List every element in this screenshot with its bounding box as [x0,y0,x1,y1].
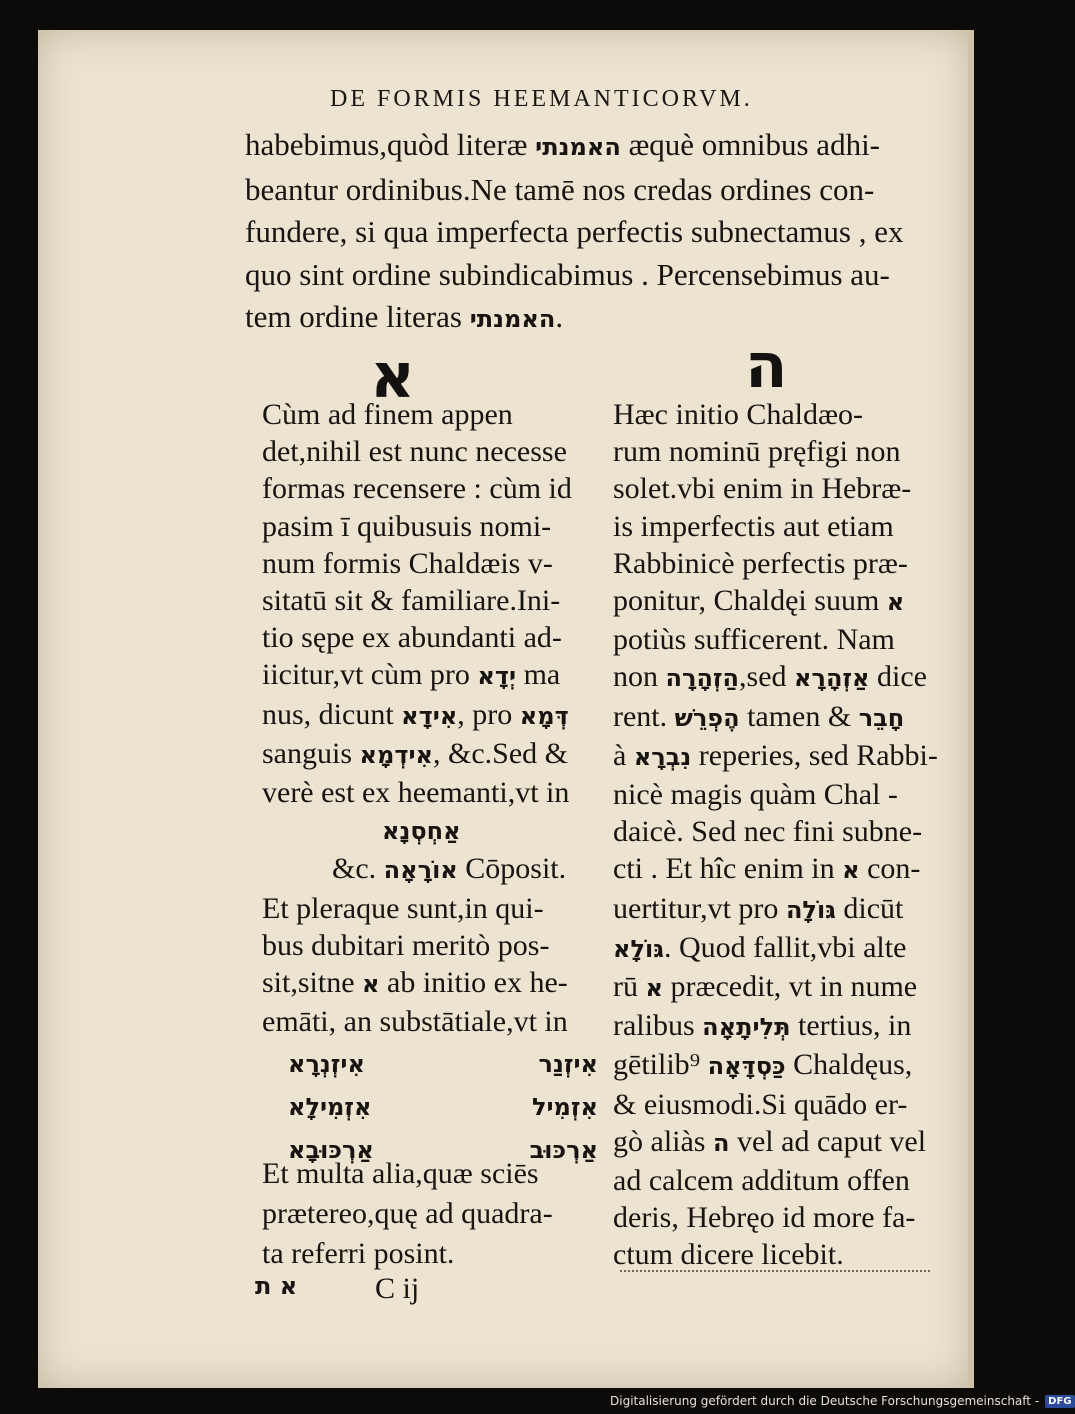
hebrew-word: א [362,970,380,999]
left-column-line [262,396,572,433]
latin-text: sit,sitne [262,966,363,1000]
latin-text: ad calcem additum offen [613,1164,910,1198]
latin-text: vel ad caput vel [729,1124,927,1158]
right-column-line [613,470,938,507]
dotted-rule [620,1270,930,1272]
latin-text: dice [869,660,927,694]
latin-text: cti . Et hîc enim in [613,852,843,886]
latin-text: bus dubitari meritò pos- [262,928,550,962]
hebrew-word: אוֹרָאָה [383,856,458,885]
right-column-line [613,1199,938,1236]
page-edge [968,30,974,1388]
hebrew-word: גּוֹלָא [613,934,664,963]
latin-text: tem ordine literas [245,299,470,334]
right-column-line [613,1007,938,1046]
catchword-hebrew: א ת [255,1272,298,1300]
latin-text: sanguis [262,736,360,770]
latin-text: num formis Chaldæis v- [262,546,553,580]
right-column-line [613,890,938,929]
left-column-line [262,964,572,1003]
hebrew-word: הֶפְרֵשׁ [674,703,740,732]
right-column-line [613,1162,938,1199]
right-column-line [613,776,938,813]
latin-text: Cùm ad finem appen [262,398,513,431]
right-column-line [613,582,938,621]
latin-text: gò aliàs [613,1124,713,1158]
hebrew-word: גּוֹלָה [785,895,836,924]
latin-text: uertitur,vt pro [613,891,786,925]
latin-text: ab initio ex he- [379,966,568,1000]
left-column-line [262,508,572,545]
right-column-line [613,1086,938,1123]
left-column-end [262,1154,553,1274]
hebrew-word: אִיזְנַר [538,1049,598,1078]
left-column-line [262,890,572,927]
intro-paragraph [245,124,945,341]
left-column-line [262,735,572,774]
latin-text: tamen & [739,699,859,733]
right-column-line [613,737,938,776]
latin-text: Cōposit. [457,852,567,886]
hebrew-word: אַרְכּוּב [529,1135,598,1164]
hebrew-word: אַזְהָרָא [794,664,870,693]
latin-text: Rabbinicè perfectis præ- [613,546,908,580]
right-column-line [613,929,938,968]
latin-text: potiùs sufficerent. Nam [613,623,895,657]
hebrew-word-table [288,1042,598,1171]
latin-text: rum nominū pręfigi non [613,435,901,469]
latin-text: non [613,660,666,694]
latin-text: sitatū sit & familiare.Ini- [262,584,561,618]
latin-text: dicūt [835,891,904,925]
latin-text: Chaldęus, [785,1048,913,1082]
hebrew-word: תְּלִיתָאָה [702,1013,791,1042]
left-column-line [262,470,572,507]
right-column-line [613,813,938,850]
right-column-line [613,698,938,737]
left-column-line [262,656,572,695]
latin-text: formas recensere : cùm id [262,472,572,506]
hebrew-word: אַחְסְנָא [382,817,461,846]
latin-text: habebimus,quòd literæ [245,127,536,162]
hebrew-word: נִבְרָא [633,742,692,771]
latin-text: . Quod fallit,vbi alte [663,930,907,964]
hebrew-word: א [645,974,663,1003]
latin-text: det,nihil est nunc necesse [262,435,567,469]
left-column-line [262,811,572,850]
left-column-line: Et multa alia,quæ sciēs [262,1157,539,1190]
latin-text: ,sed [739,660,795,694]
right-column-line [613,433,938,470]
right-column-line [613,850,938,889]
intro-line [245,296,945,341]
latin-text: nicè magis quàm Chal - [613,778,898,812]
latin-text: gētilib⁹ [613,1048,708,1082]
latin-text: , pro [457,697,520,731]
latin-text: nus, dicunt [262,697,402,731]
section-letter-aleph: א [370,339,416,412]
signature-mark: C ij [375,1272,420,1305]
latin-text: emāti, an substātiale,vt in [262,1005,568,1039]
left-column-line [262,433,572,470]
latin-text: ma [516,658,561,692]
latin-text: & eiusmodi.Si quādo er- [613,1087,908,1121]
left-column-line [262,774,572,811]
hebrew-word: אִידְמָא [359,740,433,769]
latin-text: . [555,299,564,334]
latin-text: reperies, sed Rabbi- [691,738,938,772]
left-column-line: ta referri posint. [262,1237,455,1270]
latin-text: beantur ordinibus.Ne tamē nos credas ordines con- [245,171,875,207]
right-column-line [613,1123,938,1162]
latin-text: , &c.Sed & [433,736,568,770]
right-column-line [613,1236,938,1273]
intro-line [245,169,945,212]
hebrew-word: א [842,856,860,885]
latin-text: iicitur,vt cùm pro [262,658,478,692]
left-column-line [262,850,572,889]
hebrew-word: א [886,588,905,617]
latin-text: deris, Hebręo id more fa- [613,1201,916,1235]
latin-text: solet.vbi enim in Hebræ- [613,472,912,506]
right-column-line [613,621,938,658]
section-letter-he: ה [745,329,788,402]
latin-text: præcedit, vt in nume [662,970,918,1004]
left-column [262,396,572,1040]
latin-text: con- [859,852,921,886]
right-column-line [613,968,938,1007]
latin-text: à [613,738,634,772]
right-column [613,396,938,1274]
dfg-logo: DFG [1045,1395,1074,1408]
latin-text: ponitur, Chaldęi suum [613,584,887,618]
right-column-line [613,396,938,433]
intro-line [245,211,945,254]
latin-text: quo sint ordine subindicabimus . Percensebimus au- [245,256,890,292]
left-column-line [262,582,572,619]
intro-line [245,124,945,169]
hebrew-word: אִיזְנְרָא [288,1049,365,1078]
digitization-footer [610,1392,1075,1410]
right-column-line [613,508,938,545]
hebrew-table-row [288,1085,598,1128]
latin-text: Et pleraque sunt,in qui- [262,891,544,925]
running-head: DE FORMIS HEEMANTICORVM. [330,86,753,112]
hebrew-word: יְדָא [477,662,517,691]
hebrew-word: ה [712,1128,730,1157]
latin-text: rū [613,970,646,1004]
latin-text: ctum dicere licebit. [613,1238,844,1272]
footer-text: Digitalisierung gefördert durch die Deutsche Forschungsgemeinschaft - [610,1394,1040,1408]
hebrew-word: חָבֵר [858,703,905,732]
right-column-line [613,545,938,582]
latin-text: rent. [613,699,675,733]
latin-text: fundere, si qua imperfecta perfectis subnectamus , ex [245,214,904,249]
left-column-line [262,696,572,735]
latin-text: is imperfectis aut etiam [613,509,894,543]
hebrew-word: כַּסְדָּאָה [707,1052,786,1081]
latin-text: Hæc initio Chaldæo- [613,398,863,431]
right-column-line [613,1046,938,1085]
left-column-line [262,1003,572,1040]
hebrew-word: אִזְמִילָא [288,1092,372,1121]
left-column-line [262,545,572,582]
hebrew-table-row [288,1042,598,1085]
hebrew-word: אִידָא [401,701,458,730]
latin-text: pasim ī quibusuis nomi- [262,509,552,543]
hebrew-word: הַזְהָרָה [665,664,740,693]
intro-line [245,254,945,297]
hebrew-word: אִזְמִיל [531,1092,598,1121]
left-column-line: prætereo,quę ad quadra- [262,1197,553,1230]
latin-text: tio sępe ex abundanti ad- [262,621,562,655]
hebrew-word: האמנתי [535,133,621,161]
left-column-line [262,619,572,656]
latin-text: æquè omnibus adhi- [620,127,880,162]
latin-text: ralibus [613,1009,703,1043]
latin-text: tertius, in [790,1009,912,1043]
latin-text: verè est ex heemanti,vt in [262,776,570,810]
latin-text: daicè. Sed nec fini subne- [613,815,923,849]
latin-text: &c. [332,852,384,886]
left-column-line [262,927,572,964]
hebrew-word: האמנתי [469,305,556,333]
hebrew-word: דְּמָא [519,701,569,730]
right-column-line [613,658,938,697]
hebrew-word: אַרְכּוּבָא [288,1135,374,1164]
